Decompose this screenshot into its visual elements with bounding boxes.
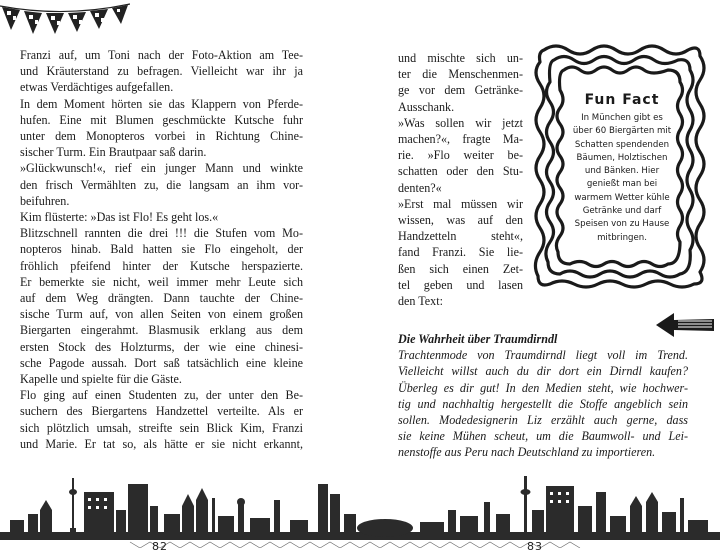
text-line: und Marie. Er tat so, als hätte er sie nicht erkannt, — [20, 436, 303, 451]
text-line: ter die Menschenmen- — [398, 67, 523, 82]
flyer-title: Die Wahrheit über Traumdirndl — [398, 332, 558, 346]
text-line: Er bemerkte sie nicht, weil immer mehr Leute sich — [20, 274, 303, 289]
text-line: den Text: — [398, 294, 443, 309]
text-line: sich plötzlich umsah, streifte sein Blick Kim, Franzi — [20, 420, 303, 435]
text-line: Flo ging auf einen Studenten zu, der unter den Be- — [20, 388, 303, 403]
fun-fact-line: In München gibt es — [581, 113, 663, 123]
flyer-line: sollen. Modedesignerin Liz erzählt auch gerne, dass — [398, 413, 688, 428]
fun-fact-line: und Bänken. Hier — [584, 166, 660, 177]
text-line: suchern des Biergartens Handzettel verteilte. Als er — [20, 404, 303, 419]
flyer-line: Überleg es dir gut! In den Medien steht, wie hochwer- — [398, 380, 688, 395]
text-line: Kapelle und spielte für die Gäste. — [20, 372, 182, 387]
flyer-line: Trachtenmode von Traumdirndl liegt voll im Trend. — [398, 348, 688, 363]
text-line: auf dem Weg drängten. Dann tauchte der Chine- — [20, 291, 303, 306]
text-line: und Kräuterstand zu befragen. Vielleicht war ihr ja — [20, 64, 303, 79]
story-text-right — [398, 50, 523, 309]
text-line: und mischte sich un- — [398, 51, 523, 65]
text-line: machen?«, fragte Ma- — [398, 132, 523, 147]
checkered-bunting-icon — [0, 0, 130, 40]
text-line: schatten oder den Stu- — [398, 164, 523, 179]
text-line: unter dem Monopteros vorbei in Richtung Chine- — [20, 129, 303, 144]
flyer-line: sie keine Mühen scheut, um die Baumwoll- und Lei- — [398, 429, 688, 444]
text-line: fröhlich pfeifend hinter der Kutsche herspazierte. — [20, 258, 303, 273]
fun-fact-line: genießt man bei — [586, 179, 658, 190]
flyer-text — [398, 331, 688, 461]
text-line: wissen, was auf den — [398, 213, 523, 228]
page-number-right: 83 — [527, 540, 543, 553]
text-line: den frisch Vermählten zu, die langsam an ihm vor- — [20, 177, 303, 192]
text-line: denten?« — [398, 180, 442, 195]
text-line: ßen sich einen Zet- — [398, 261, 523, 276]
text-line: sche Pagode aussah. Dort saß tatsächlich eine kleine — [20, 355, 303, 370]
fun-fact-line: Bäumen, Holztischen — [576, 152, 668, 163]
text-line: nopteros hinab. Bald hatten sie Flo eingeholt, der — [20, 242, 303, 257]
text-line: »Was sollen wir jetzt — [398, 115, 523, 130]
text-line: Biergarten eingerahmt. Blasmusik erklang aus dem — [20, 323, 303, 338]
text-line: »Glückwunsch!«, rief ein junger Mann und winkte — [20, 161, 303, 176]
flyer-line: nenstoffe aus Peru nach Deutschland zu importieren. — [398, 445, 656, 460]
fun-fact-line: warmem Wetter kühle — [574, 192, 670, 203]
text-line: hufen. Eine mit Blumen geschmückte Kutsche fuhr — [20, 112, 303, 127]
text-line: sischer Turm. Ein Brautpaar saß darin. — [20, 145, 207, 160]
text-line: fand Franzi. Sie lie- — [398, 245, 523, 260]
text-line: etwas Verdächtiges aufgefallen. — [20, 80, 174, 95]
fun-fact-line: Speisen von zu Hause — [574, 219, 670, 230]
fun-fact-line: Schatten spendenden — [574, 139, 670, 150]
text-line: tel geben und lasen — [398, 277, 523, 292]
fun-fact-line: mitbringen. — [597, 232, 647, 243]
fun-fact-line: über 60 Biergärten mit — [572, 126, 672, 137]
text-line: ersten Stock des Holzturms, der wie eine chinesi- — [20, 339, 303, 354]
text-line: Kim flüsterte: »Das ist Flo! Es geht los.« — [20, 210, 219, 225]
text-line: In dem Moment hörten sie das Klappern von Pferde- — [20, 96, 303, 111]
fun-fact-line: Getränke und darf — [582, 206, 662, 217]
text-line: sische Turm auf, von allen Seiten von einem großen — [20, 307, 303, 322]
fun-fact-box — [530, 40, 710, 292]
fun-fact-content — [572, 92, 672, 245]
text-line: Handzetteln steht«, — [398, 229, 523, 244]
text-line: beifuhren. — [20, 193, 70, 208]
page-number-left: 82 — [152, 540, 168, 553]
text-line: ge vor dem Getränke- — [398, 83, 523, 98]
text-line: Franzi auf, um Toni nach der Foto-Aktion am Tee- — [20, 48, 303, 62]
flyer-line: Vielleicht willst auch du dir dort ein Dirndl kaufen? — [398, 364, 688, 379]
text-line: rie. »Flo weiter be- — [398, 148, 523, 163]
text-line: Ausschank. — [398, 99, 455, 114]
text-line: »Erst mal müssen wir — [398, 196, 523, 211]
text-line: Blitzschnell rannten die drei !!! die Stufen vom Mo- — [20, 226, 303, 241]
story-text-left — [20, 47, 303, 452]
flyer-line: tig und nachhaltig hergestellt die Stoffe angeblich sein — [398, 396, 688, 411]
fun-fact-title: Fun Fact — [584, 92, 660, 108]
munich-skyline-illustration — [0, 470, 720, 548]
